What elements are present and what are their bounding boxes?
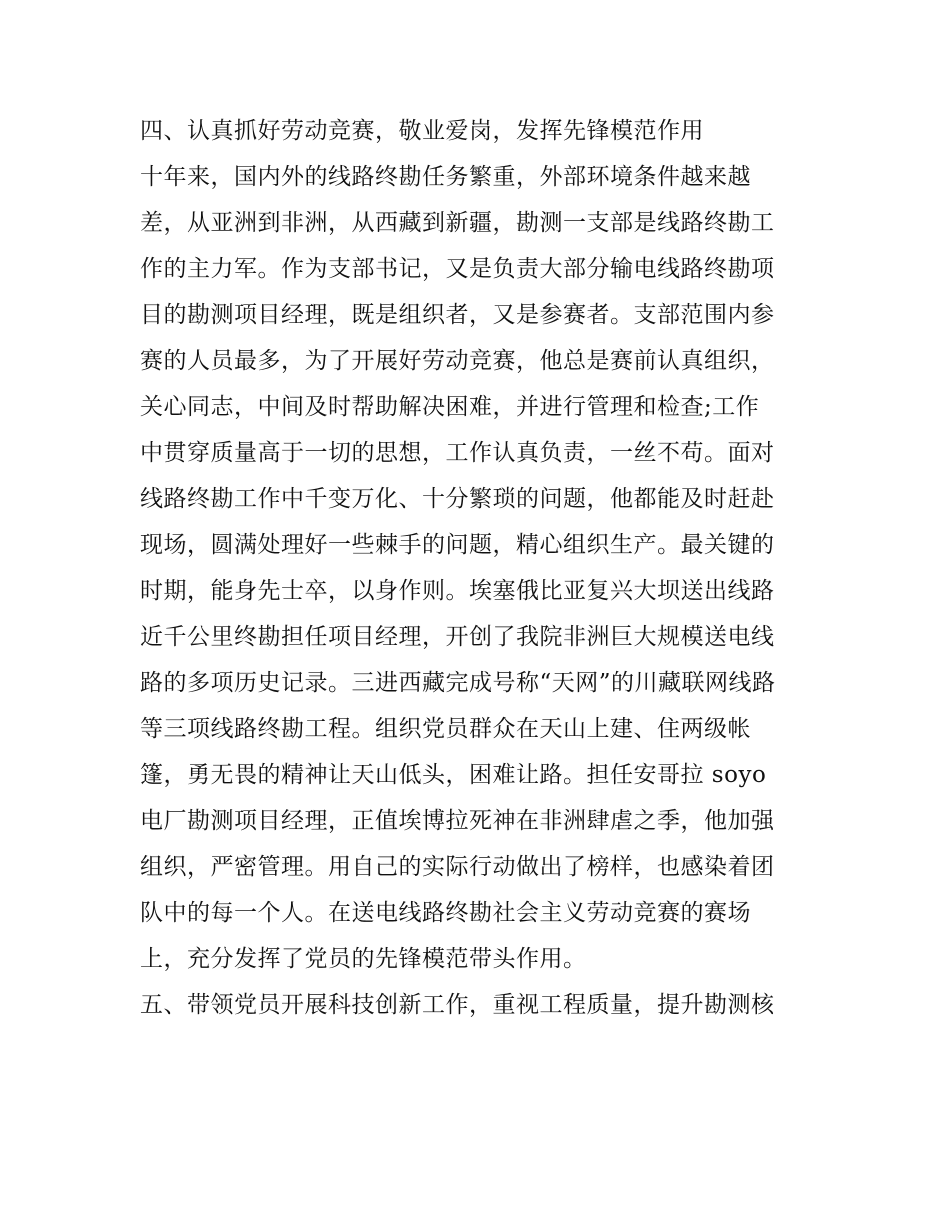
paragraph-line: 近千公里终勘担任项目经理，开创了我院非洲巨大规模送电线 xyxy=(140,624,775,650)
paragraph-line: 等三项线路终勘工程。组织党员群众在天山上建、住两级帐 xyxy=(140,716,751,742)
paragraph-line: 中贯穿质量高于一切的思想，工作认真负责，一丝不苟。面对 xyxy=(140,440,775,466)
paragraph-line: 现场，圆满处理好一些棘手的问题，精心组织生产。最关键的 xyxy=(140,532,775,558)
section-heading-five: 五、带领党员开展科技创新工作，重视工程质量，提升勘测核 xyxy=(140,992,775,1018)
paragraph-line: 路的多项历史记录。三进西藏完成号称“天网”的川藏联网线路 xyxy=(140,670,776,696)
paragraph-line: 差，从亚洲到非洲，从西藏到新疆，勘测一支部是线路终勘工 xyxy=(140,210,775,236)
paragraph-line: 篷，勇无畏的精神让天山低头，困难让路。担任安哥拉 soyo xyxy=(140,762,767,788)
paragraph-line: 队中的每一个人。在送电线路终勘社会主义劳动竞赛的赛场 xyxy=(140,900,751,926)
paragraph-line: 组织，严密管理。用自己的实际行动做出了榜样，也感染着团 xyxy=(140,854,775,880)
paragraph-line: 关心同志，中间及时帮助解决困难，并进行管理和检查;工作 xyxy=(140,394,760,420)
paragraph-line: 赛的人员最多，为了开展好劳动竞赛，他总是赛前认真组织， xyxy=(140,348,775,374)
paragraph-line: 上，充分发挥了党员的先锋模范带头作用。 xyxy=(140,946,587,972)
paragraph-line: 电厂勘测项目经理，正值埃博拉死神在非洲肆虐之季，他加强 xyxy=(140,808,775,834)
document-body xyxy=(140,108,820,1028)
paragraph-line: 作的主力军。作为支部书记，又是负责大部分输电线路终勘项 xyxy=(140,256,775,282)
paragraph-line: 时期，能身先士卒，以身作则。埃塞俄比亚复兴大坝送出线路 xyxy=(140,578,775,604)
paragraph-line: 目的勘测项目经理，既是组织者，又是参赛者。支部范围内参 xyxy=(140,302,775,328)
section-heading-four: 四、认真抓好劳动竞赛，敬业爱岗，发挥先锋模范作用 xyxy=(140,118,704,144)
paragraph-line: 十年来，国内外的线路终勘任务繁重，外部环境条件越来越 xyxy=(140,164,751,190)
paragraph-line: 线路终勘工作中千变万化、十分繁琐的问题，他都能及时赶赴 xyxy=(140,486,775,512)
